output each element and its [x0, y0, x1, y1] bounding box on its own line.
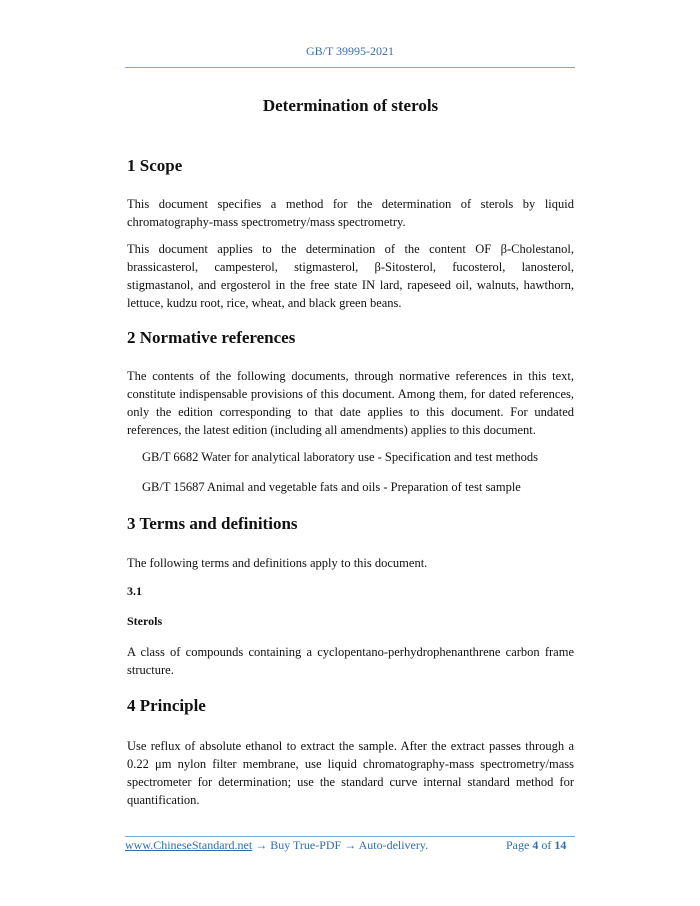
term-number: 3.1 — [127, 584, 142, 598]
scope-paragraph-2: This document applies to the determination of the content OF β-Cholestanol, brassicasterol, campesterol, stigmasterol, β-Sitosterol, fucosterol, lanosterol, stigmastanol, and ergosterol in the free state IN lard, rapeseed oil, walnuts, hawthorn, lettuce, kudzu root, rice, wheat, and black green beans. — [127, 242, 574, 310]
page-label: Page — [506, 838, 530, 852]
page-title: Determination of sterols — [262, 96, 439, 115]
section-heading-scope: 1 Scope — [127, 156, 183, 175]
footer-promo-text: → Buy True-PDF → Auto-delivery. — [252, 838, 429, 852]
section-heading-principle: 4 Principle — [127, 696, 206, 715]
normative-reference-2: GB/T 15687 Animal and vegetable fats and oils - Preparation of test sample — [142, 480, 521, 494]
terms-paragraph: The following terms and definitions apply to this document. — [127, 556, 428, 570]
term-name: Sterols — [127, 614, 163, 628]
section-heading-normative: 2 Normative references — [127, 328, 296, 347]
of-label: of — [541, 838, 552, 852]
header-divider — [125, 67, 575, 68]
footer-divider — [125, 836, 575, 837]
normative-paragraph: The contents of the following documents, through normative references in this text, constitute indispensable provisions of this document. Among them, for dated references, only the edition corresponding to that date applies to this document. For undated references, the latest edition (including all amendments) applies to this document. — [127, 369, 574, 437]
normative-reference-1: GB/T 6682 Water for analytical laboratory use - Specification and test methods — [142, 450, 538, 464]
section-heading-terms: 3 Terms and definitions — [127, 514, 298, 533]
page-indicator — [506, 838, 566, 853]
footer-promo — [125, 838, 428, 853]
term-definition: A class of compounds containing a cyclopentano-perhydrophenanthrene carbon frame structure. — [127, 645, 574, 677]
principle-paragraph: Use reflux of absolute ethanol to extract the sample. After the extract passes through a 0.22 μm nylon filter membrane, use liquid chromatography-mass spectrometry/mass spectrometer for determination; use the standard curve internal standard method for quantification. — [127, 739, 574, 807]
page-number: 4 — [532, 838, 539, 852]
footer-site-link[interactable]: www.ChineseStandard.net — [125, 838, 253, 852]
header-doc-code: GB/T 39995-2021 — [305, 44, 395, 58]
page-total: 14 — [554, 838, 567, 852]
scope-paragraph-1: This document specifies a method for the determination of sterols by liquid chromatography-mass spectrometry/mass spectrometry. — [127, 197, 574, 229]
